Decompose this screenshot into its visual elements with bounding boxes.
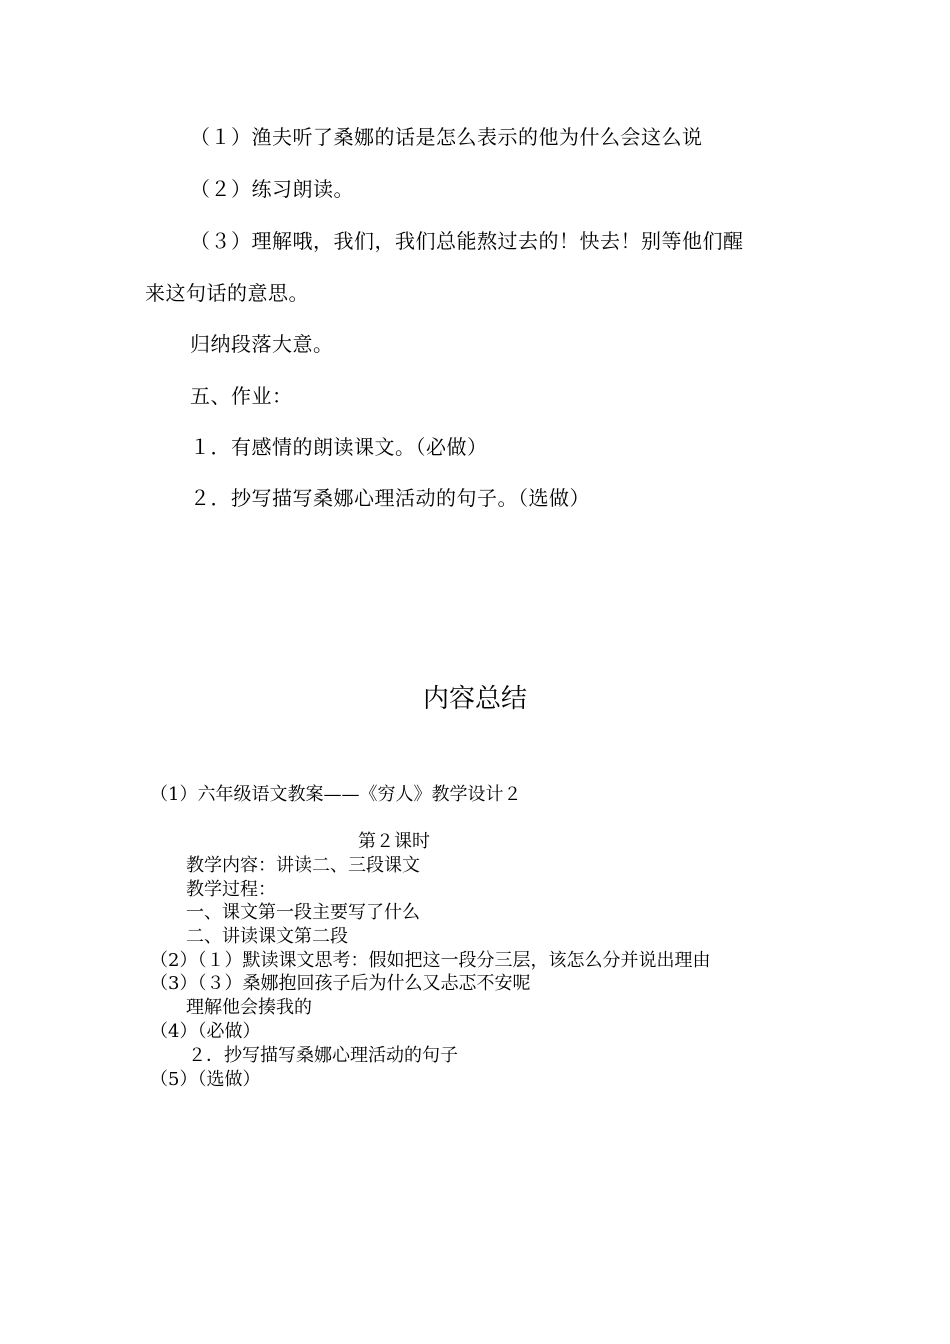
homework-heading: 五、作业： bbox=[190, 384, 293, 408]
homework-item-1: １．有感情的朗读课文。（必做） bbox=[190, 435, 488, 459]
summary-line-4: 教学过程： bbox=[186, 879, 276, 900]
question-line-3-continued: 来这句话的意思。 bbox=[145, 281, 309, 305]
homework-item-2: ２．抄写描写桑娜心理活动的句子。（选做） bbox=[190, 486, 590, 510]
summary-line-11: ２．抄写描写桑娜心理活动的句子 bbox=[188, 1045, 458, 1066]
summary-line-2: 第２课时 bbox=[358, 831, 430, 852]
summary-line-12: （5）（选做） bbox=[150, 1069, 261, 1090]
summary-line-5: 一、课文第一段主要写了什么 bbox=[186, 902, 420, 923]
summary-line-6: 二、讲读课文第二段 bbox=[186, 926, 348, 947]
summary-line-10: （4）（必做） bbox=[150, 1021, 261, 1042]
question-line-1: （１）渔夫听了桑娜的话是怎么表示的他为什么会这么说 bbox=[190, 125, 703, 149]
question-line-3: （３）理解哦，我们，我们总能熬过去的！快去！别等他们醒 bbox=[190, 229, 744, 253]
question-line-2: （２）练习朗读。 bbox=[190, 177, 354, 201]
paragraph-summary-line: 归纳段落大意。 bbox=[190, 332, 334, 356]
summary-line-1: （1）六年级语文教案——《穷人》教学设计２ bbox=[150, 784, 522, 805]
summary-title: 内容总结 bbox=[422, 684, 527, 714]
summary-line-8: （3）（３）桑娜抱回孩子后为什么又忐忑不安呢 bbox=[150, 973, 531, 994]
summary-line-9: 理解他会揍我的 bbox=[186, 997, 312, 1018]
summary-line-3: 教学内容：讲读二、三段课文 bbox=[186, 855, 420, 876]
summary-line-7: （2）（１）默读课文思考：假如把这一段分三层，该怎么分并说出理由 bbox=[150, 950, 711, 971]
